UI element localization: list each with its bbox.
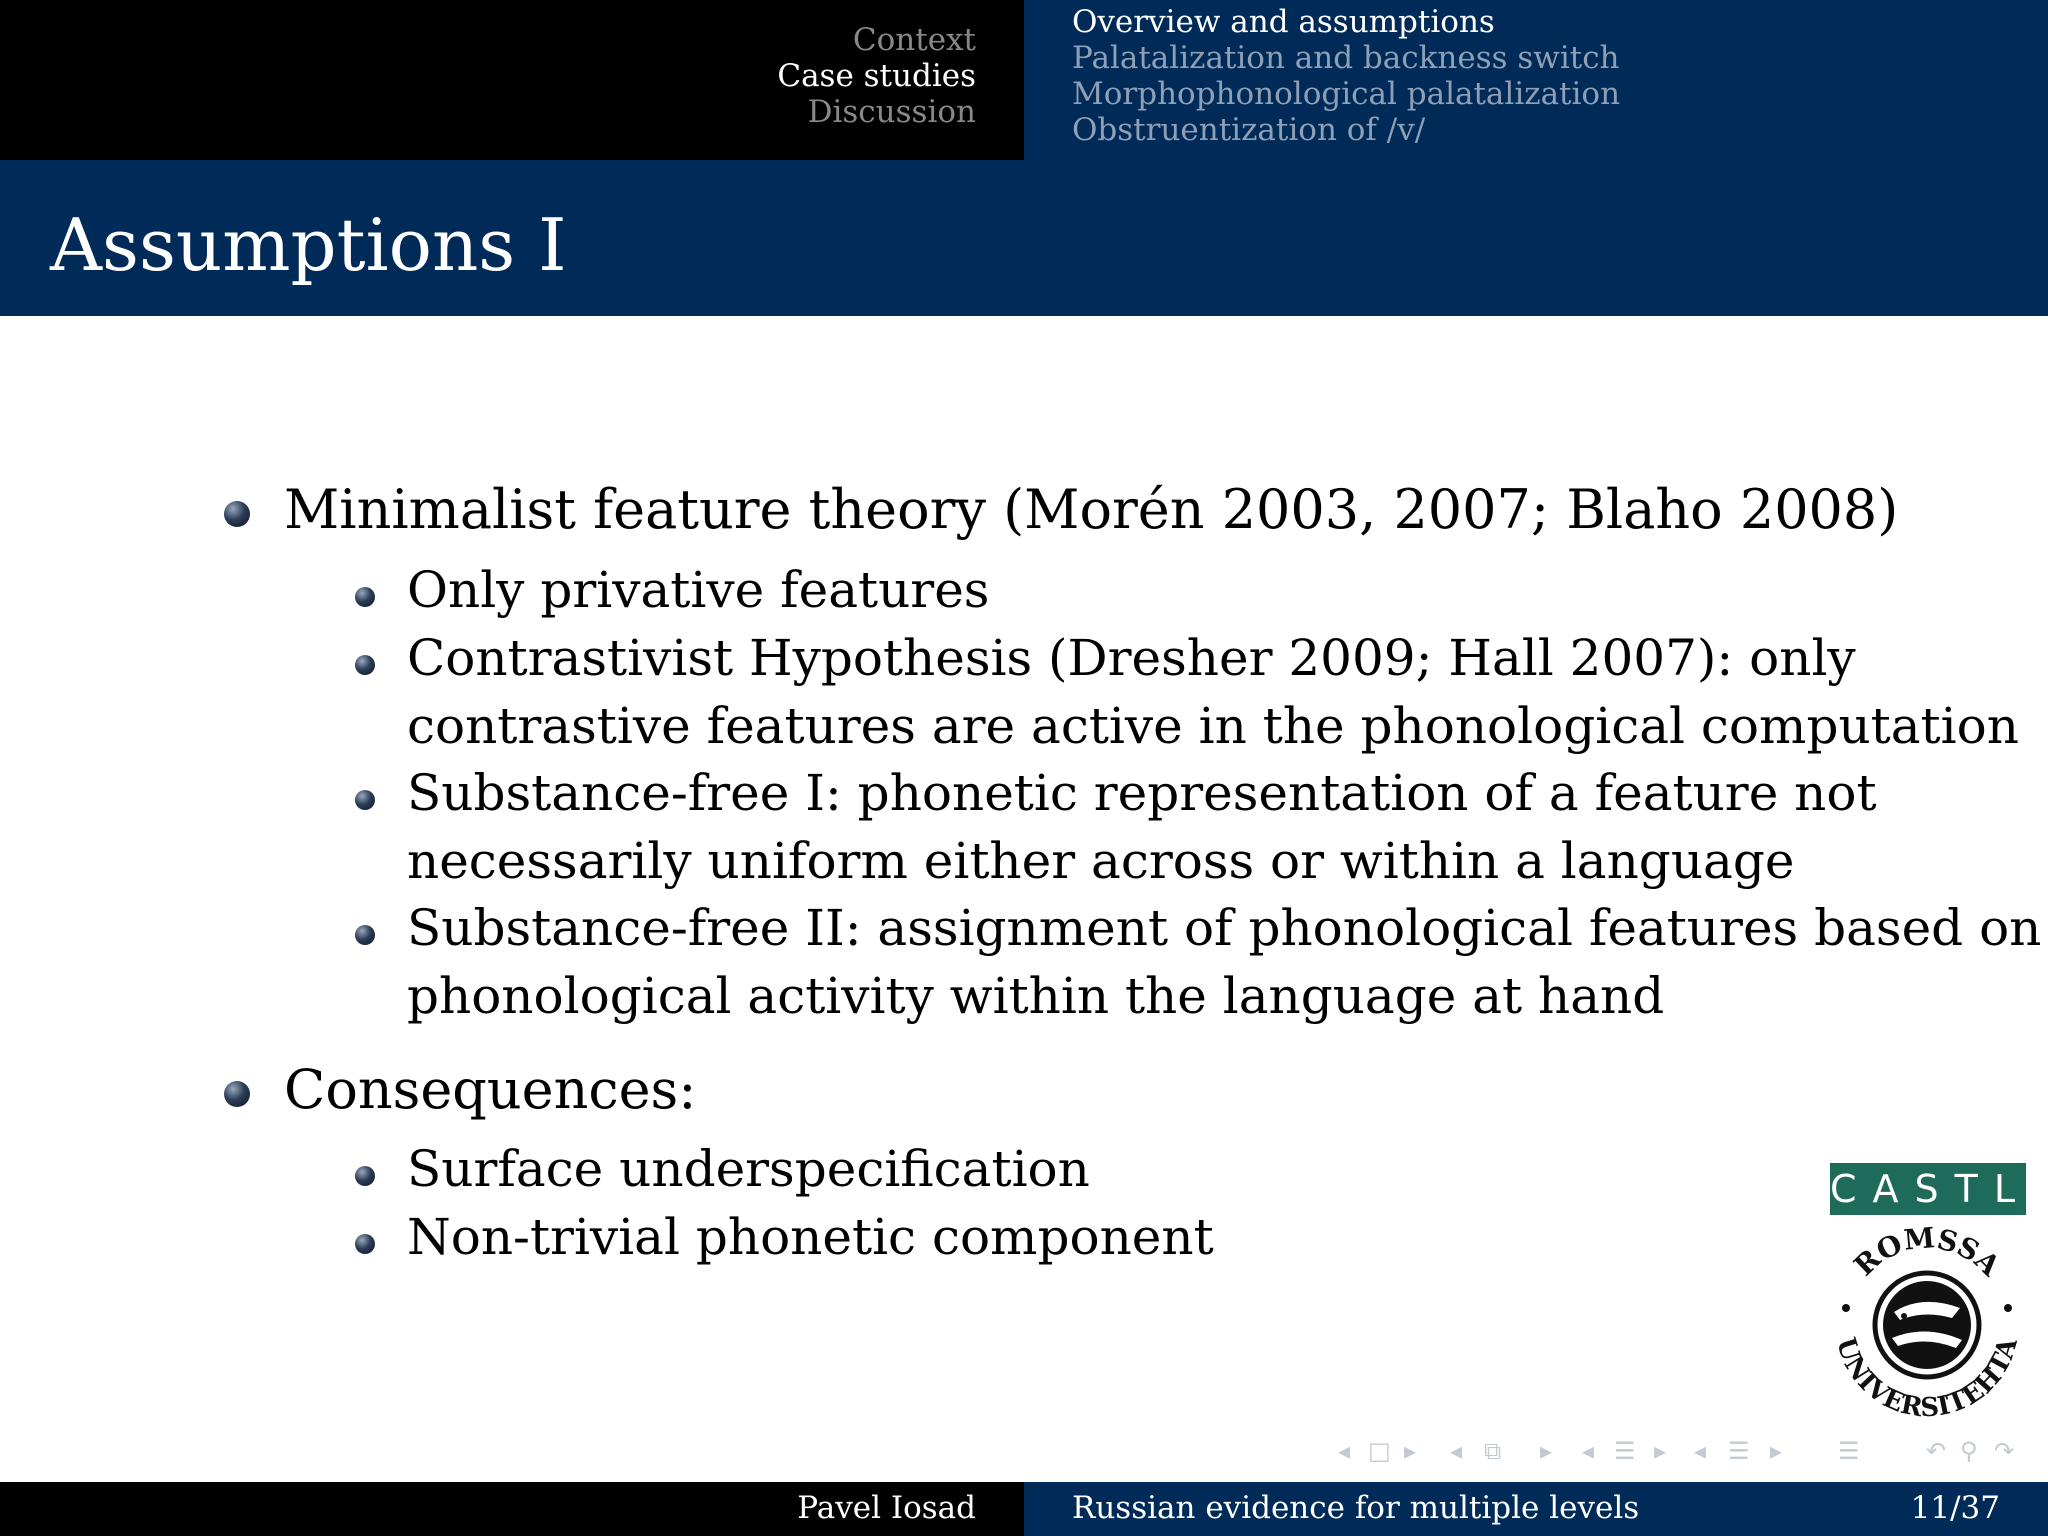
nav-prev-arrow-icon[interactable]: ◂ — [1450, 1437, 1463, 1465]
subbullet-contrastivist-line2: contrastive features are active in the phonological computation — [407, 697, 2019, 755]
nav-next-arrow-icon[interactable]: ▸ — [1404, 1437, 1417, 1465]
subbullet-substance-free-2-line1: Substance-free II: assignment of phonological features based on — [407, 899, 2042, 957]
bullet-icon — [355, 1166, 375, 1186]
nav-prev-arrow-icon[interactable]: ◂ — [1582, 1437, 1595, 1465]
subbullet-substance-free-1-line1: Substance-free I: phonetic representation of a feature not — [407, 764, 1877, 822]
footer-author: Pavel Iosad — [797, 1490, 976, 1526]
footer-talk-title: Russian evidence for multiple levels — [1072, 1490, 1640, 1526]
subbullet-substance-free-2-line2: phonological activity within the language at hand — [407, 967, 1665, 1025]
nav-section-discussion[interactable]: Discussion — [807, 94, 976, 130]
nav-frame-icon[interactable]: □ — [1368, 1437, 1391, 1465]
nav-subsection-morphophonological[interactable]: Morphophonological palatalization — [1072, 76, 1621, 112]
nav-document-icon[interactable]: ☰ — [1728, 1437, 1750, 1465]
bullet-icon — [224, 501, 250, 527]
nav-next-arrow-icon[interactable]: ▸ — [1540, 1437, 1553, 1465]
bullet-icon — [355, 655, 375, 675]
bullet-icon — [224, 1081, 250, 1107]
nav-appendix-icon[interactable]: ☰ — [1838, 1437, 1860, 1465]
castl-logo: CASTL — [1830, 1163, 2026, 1215]
nav-subsection-obstruentization[interactable]: Obstruentization of /v/ — [1072, 112, 1426, 148]
subbullet-substance-free-1-line2: necessarily uniform either across or within a language — [407, 832, 1795, 890]
university-seal-logo — [1822, 1220, 2032, 1430]
nav-subsection-overview[interactable]: Overview and assumptions — [1072, 4, 1495, 40]
svg-text:ROMSSA: ROMSSA — [1847, 1221, 2007, 1283]
nav-subsection-palatalization[interactable]: Palatalization and backness switch — [1072, 40, 1620, 76]
slide-title: Assumptions I — [50, 203, 567, 287]
nav-back-icon[interactable]: ↶ — [1926, 1437, 1947, 1465]
svg-text:UNIVERSITEHTA: UNIVERSITEHTA — [1830, 1334, 2024, 1424]
bullet-minimalist: Minimalist feature theory (Morén 2003, 2007; Blaho 2008) — [284, 478, 1899, 541]
nav-search-icon[interactable]: ⚲ — [1960, 1437, 1978, 1465]
bullet-icon — [355, 1234, 375, 1254]
subbullet-privative: Only privative features — [407, 561, 990, 619]
footer-page-number: 11/37 — [1910, 1490, 2000, 1526]
bullet-icon — [355, 790, 375, 810]
nav-prev-arrow-icon[interactable]: ◂ — [1694, 1437, 1707, 1465]
bullet-consequences: Consequences: — [284, 1058, 697, 1121]
nav-next-arrow-icon[interactable]: ▸ — [1654, 1437, 1667, 1465]
subbullet-contrastivist-line1: Contrastivist Hypothesis (Dresher 2009; Hall 2007): only — [407, 629, 1856, 687]
nav-section-icon[interactable]: ☰ — [1614, 1437, 1636, 1465]
nav-subsection-icon[interactable]: ⧉ — [1484, 1437, 1502, 1465]
nav-next-arrow-icon[interactable]: ▸ — [1770, 1437, 1783, 1465]
subbullet-phonetic-component: Non-trivial phonetic component — [407, 1208, 1214, 1266]
bullet-icon — [355, 925, 375, 945]
nav-forward-icon[interactable]: ↷ — [1994, 1437, 2015, 1465]
nav-section-case-studies[interactable]: Case studies — [777, 58, 976, 94]
nav-prev-arrow-icon[interactable]: ◂ — [1338, 1437, 1351, 1465]
beamer-navigation — [1338, 1437, 2028, 1467]
subbullet-surface-underspecification: Surface underspecification — [407, 1140, 1090, 1198]
nav-section-context[interactable]: Context — [852, 22, 976, 58]
bullet-icon — [355, 587, 375, 607]
